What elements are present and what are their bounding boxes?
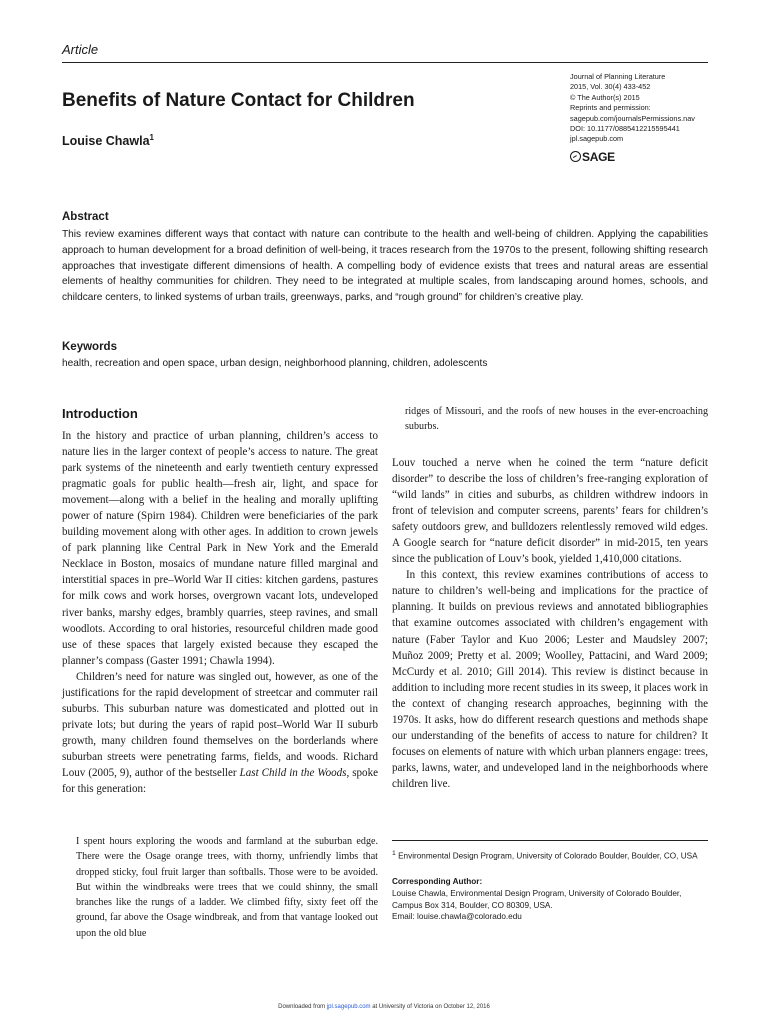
journal-site-link[interactable]: jpl.sagepub.com [570,134,624,144]
header-rule [62,62,708,63]
abstract-heading: Abstract [62,211,109,223]
affiliation-footnote [392,848,708,862]
journal-name: Journal of Planning Literature [570,72,666,81]
sage-logo-text: SAGE [582,150,615,164]
intro-paragraph-2-text: Children’s need for nature was singled out, however, as one of the justifications for the rapid development of streetcar and commuter rail suburbs. This suburban nature was domesticated and plotted out in private lots; but during the years of rapid post–World War II suburb growth, many children found themselves on the borderlands where suburban streets were penetrating farms, fields, and woods. Richard Louv (2005, 9), author of the bestseller [62,670,378,779]
block-quote-part-1: I spent hours exploring the woods and farmland at the suburban edge. There were the Osage orange trees, with thorny, unfriendly limbs that dropped sticky, foul fruit larger than softballs. Those were to be avoided. But within the windbreaks were trees that we could shinny, the small branches like the rungs of a ladder. We climbed fifty, sixty feet off the ground, far above the Osage windbreak, and from that vantage looked out upon the old blue [76,836,378,939]
corresponding-author-text: Louise Chawla, Environmental Design Program, University of Colorado Boulder, Campus Box 314, Boulder, CO 80309, USA. [392,888,682,910]
introduction-heading: Introduction [62,406,138,421]
intro-paragraph-2 [62,669,378,797]
reprints-label: Reprints and permission: [570,103,651,113]
sage-logo-mark-icon [570,151,581,162]
intro-paragraph-1: In the history and practice of urban planning, children’s access to nature lies in the larger context of people’s access to nature. The great park systems of the nineteenth and early twentieth century expressed pragmatic goals for public health—fresh air, light, and space for movement—along with a belief in the healing and morally uplifting power of nature (Spirn 1984). Children were beneficiaries of the park building movement along with other ages. In addition to crown jewels of park planning like Central Park in New York and the Emerald Necklace in Boston, mosaics of mundane nature filled marginal and interstitial spaces in pre–World War II cities: kitchen gardens, pastures for milk cows and work horses, overgrown vacant lots, undeveloped river banks, marshy edges, brambly quarries, steep ravines, and small woodlots. According to oral histories, resourceful children made good use of these spaces that largely existed because they escaped the planner’s compass (Gaster 1991; Chawla 1994). [62,430,378,667]
doi-line[interactable]: DOI: 10.1177/0885412215595441 [570,124,680,134]
permissions-link[interactable]: sagepub.com/journalsPermissions.nav [570,113,695,123]
download-suffix: at University of Victoria on October 12, 2016 [372,1004,490,1010]
right-text-column [392,455,708,792]
sage-logo [570,150,615,164]
author-name [62,133,154,148]
left-text-column [62,428,378,797]
book-title: Last Child in the Woods [239,766,347,779]
copyright-line: © The Author(s) 2015 [570,92,640,102]
article-type-label: Article [62,42,99,57]
email-link[interactable]: louise.chawla@colorado.edu [417,912,522,922]
author-name-text: Louise Chawla [62,134,150,149]
intro-paragraph-4: In this context, this review examines contributions of access to nature to children’s well-being and implications for the practice of planning. It builds on previous reviews and annotated bibliographies that examine outcomes associated with children’s engagement with nature (Faber Taylor and Kuo 2006; Lester and Maudsley 2007; Muñoz 2009; Pretty et al. 2009; Woolley, Pattacini, and Ward 2009; McCurdy et al. 2010; Gill 2014). This review is distinct because in addition to including more recent studies in its sweep, it places work in the context of changing research approaches, beginning with the 1970s. It asks, how do different research questions and methods shape our understanding of the benefits of access to nature for children? It focuses on elements of nature with which urban planners engage: trees, parks, lawns, water, and undeveloped land in the neighborhoods where children live. [392,569,708,790]
email-label: Email: [392,912,415,922]
block-quote-part-2: ridges of Missouri, and the roofs of new houses in the ever-encroaching suburbs. [405,406,708,433]
corresponding-author-heading: Corresponding Author: [392,877,483,887]
keywords-heading: Keywords [62,341,117,353]
intro-paragraph-3: Louv touched a nerve when he coined the term “nature deficit disorder” to describe the loss of children’s free-ranging exploration of “wild lands” in cities and suburbs, as children withdrew indoors in front of television and computer screens, parents’ fears for children’s safety outdoors grew, and bulldozers relentlessly removed wild edges. A Google search for “nature deficit disorder” in mid-2015, ten years since the publication of Louv’s book, yielded 1,410,000 citations. [392,457,708,566]
keywords-text: health, recreation and open space, urban design, neighborhood planning, children, adolescents [62,358,488,369]
email-line [392,911,708,923]
download-link[interactable]: jpl.sagepub.com [326,1004,371,1010]
journal-info [570,72,720,145]
download-prefix: Downloaded from [278,1004,326,1010]
author-affiliation-marker: 1 [149,133,154,142]
footnote-block [392,848,708,923]
download-footer [0,1004,768,1010]
footnote-rule [392,840,708,841]
intro-paragraph-2-end: , spoke for this generation: [62,766,378,796]
paper-title: Benefits of Nature Contact for Children [62,90,415,111]
journal-volume: 2015, Vol. 30(4) 433-452 [570,82,651,92]
abstract-text: This review examines different ways that contact with nature can contribute to the health and well-being of children. Applying the capabilities approach to human development for a broad definition of well-being, it traces research from the 1970s to the present, following shifting research approaches that investigate different dimensions of health. A compelling body of evidence exists that trees and natural areas are essential elements of healthy communities for children. They need to be integrated at multiple scales, from landscaping around homes, schools, and childcare centers, to linked systems of urban trails, greenways, parks, and “rough ground” for children’s creative play. [62,229,708,304]
affiliation-text: Environmental Design Program, University of Colorado Boulder, Boulder, CO, USA [398,851,698,861]
footnote-marker: 1 [392,850,396,857]
